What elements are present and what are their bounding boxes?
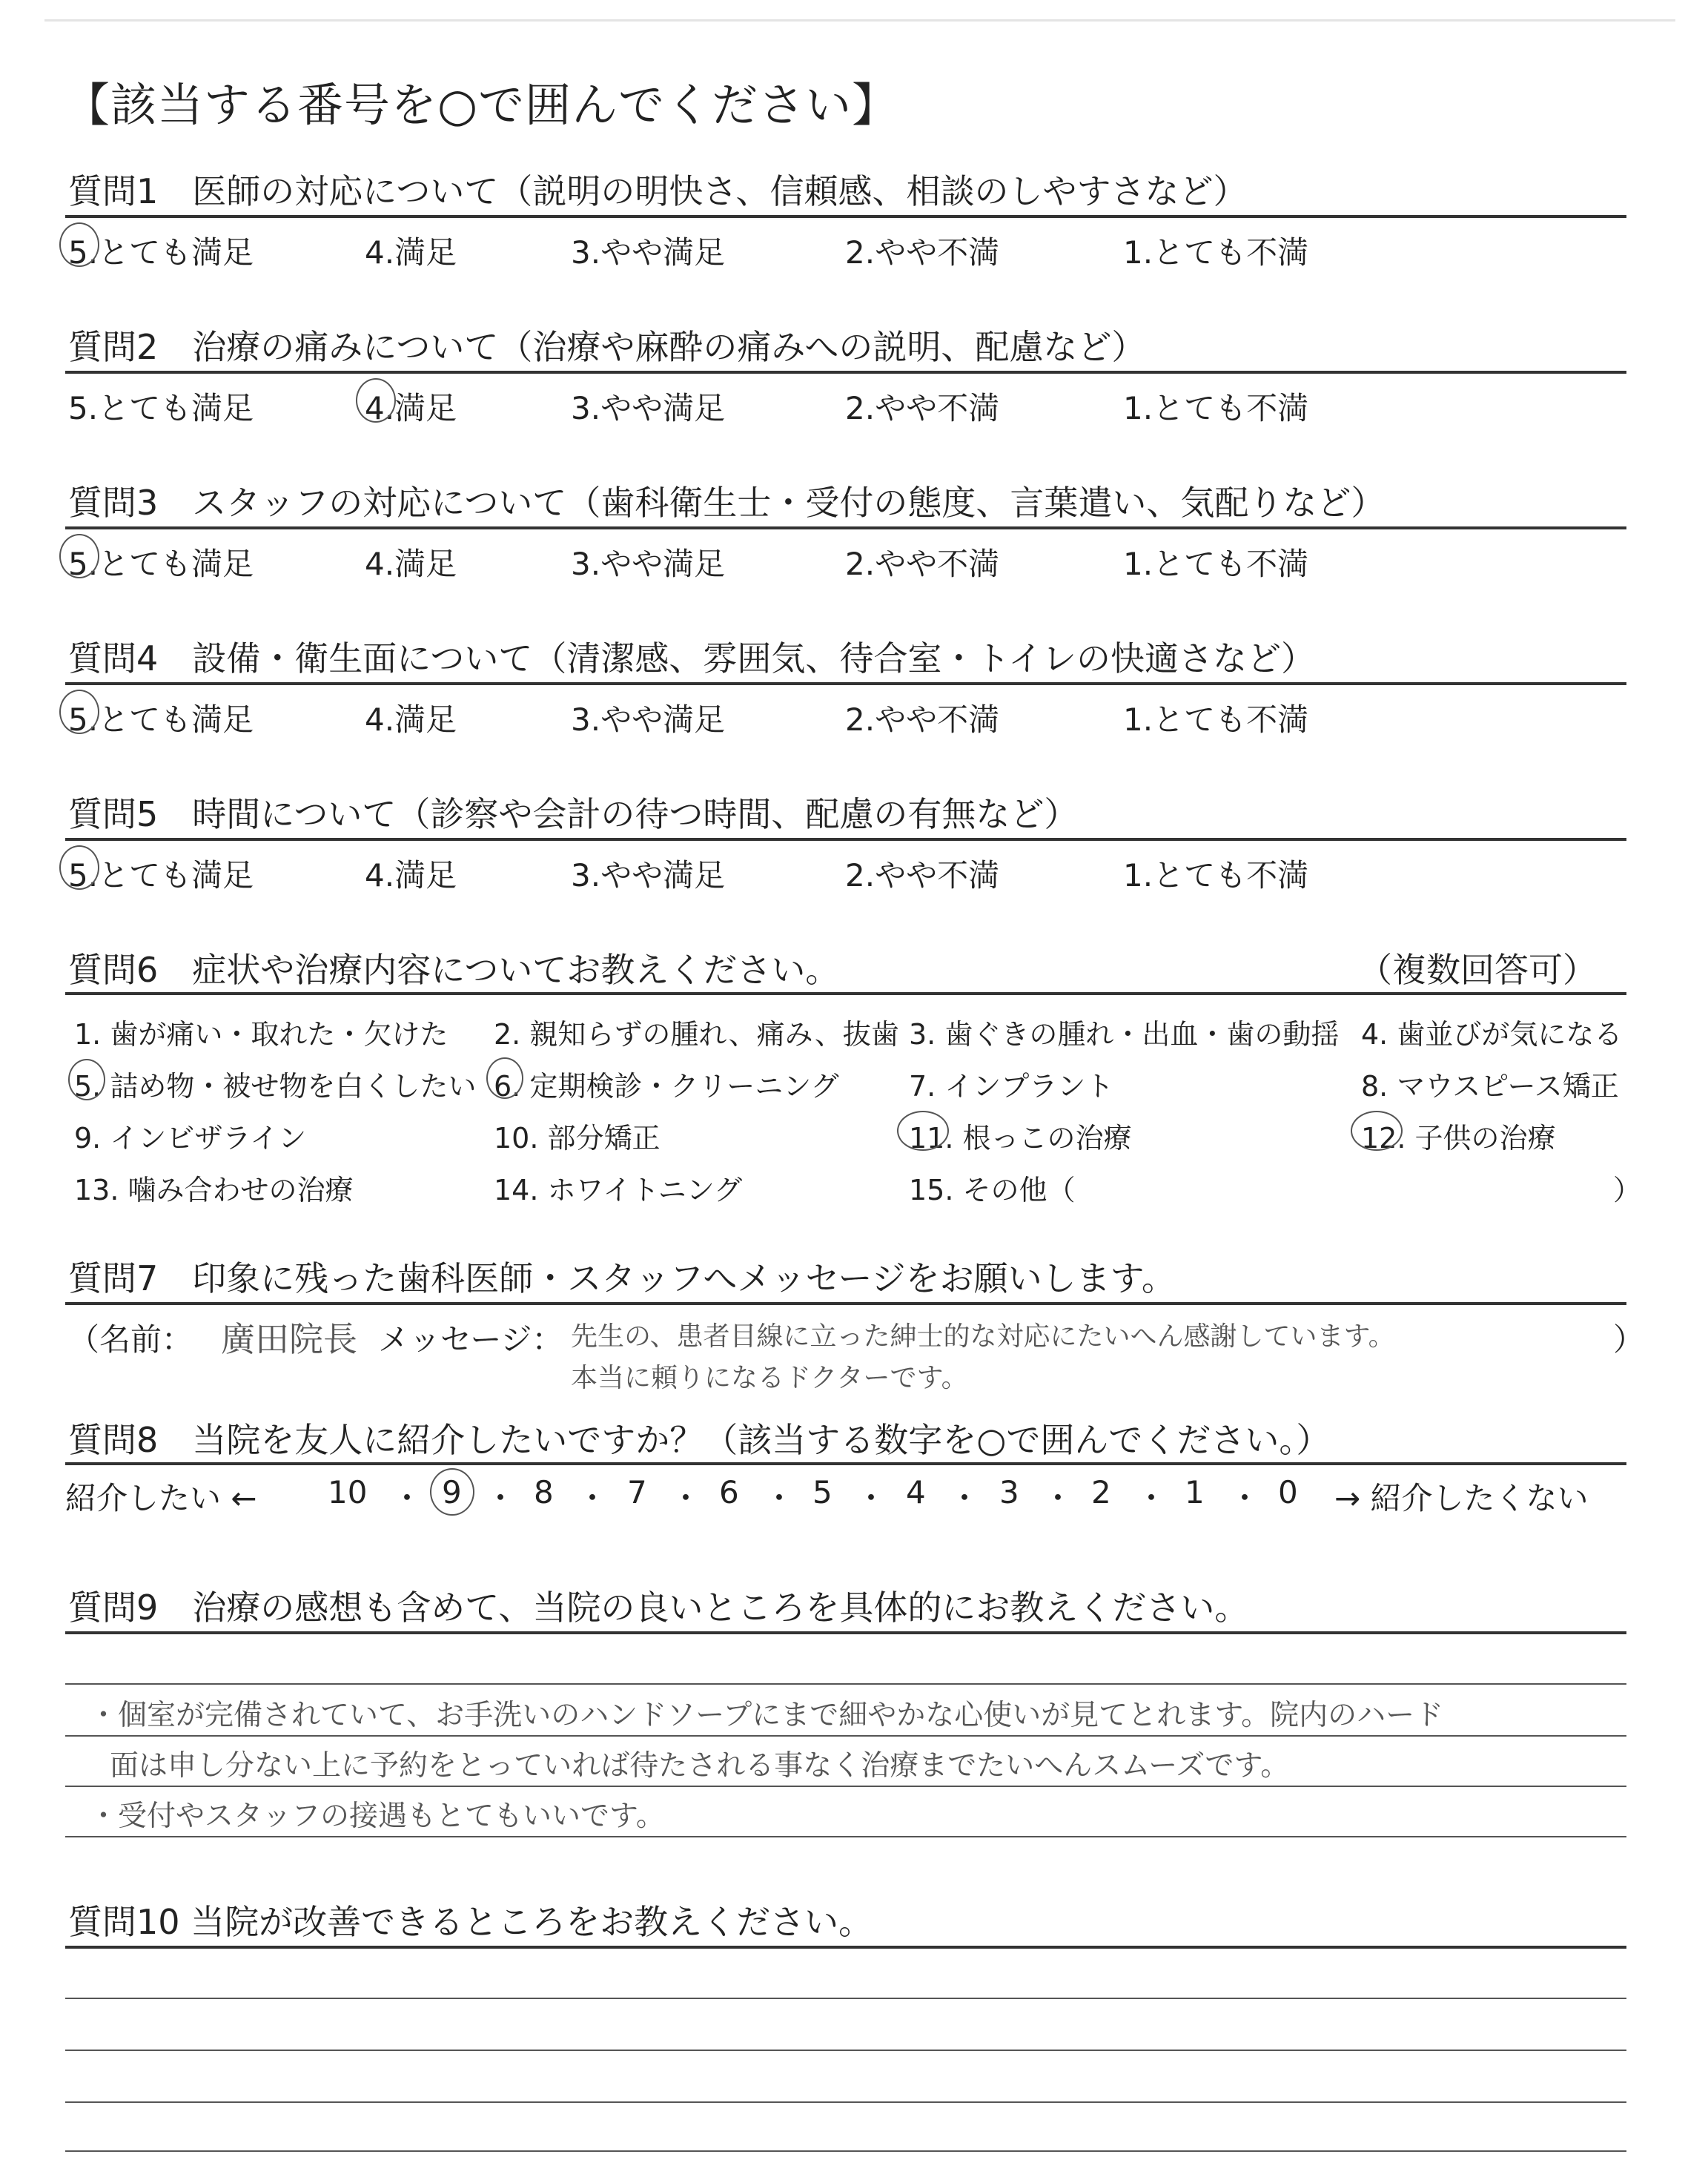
top-border	[44, 19, 1675, 22]
question-10-rule	[65, 1946, 1626, 1949]
question-5-title: 質問5 時間について（診察や会計の待つ時間、配慮の有無など）	[68, 794, 1079, 834]
question-1-title: 質問1 医師の対応について（説明の明快さ、信頼感、相談のしやすさなど）	[68, 171, 1248, 211]
q7-name-value[interactable]: 廣田院長	[221, 1319, 357, 1359]
q2-option-5[interactable]: 5.とても満足	[68, 390, 254, 426]
q8-separator: ・	[855, 1480, 887, 1516]
q1-option-5[interactable]: 5.とても満足	[68, 234, 254, 271]
q8-separator: ・	[1229, 1480, 1261, 1516]
question-8-rule	[65, 1462, 1626, 1465]
q6-option-9[interactable]: 9. インビザライン	[74, 1122, 307, 1155]
q6-option-14[interactable]: 14. ホワイトニング	[494, 1174, 743, 1206]
q8-scale-3[interactable]: 3	[999, 1474, 1019, 1510]
q6-option-15[interactable]: 15. その他（	[909, 1174, 1076, 1206]
q9-answer-line-2[interactable]: 面は申し分ない上に予約をとっていれば待たされる事なく治療までたいへんスムーズです。	[110, 1749, 1290, 1783]
q3-option-1[interactable]: 1.とても不満	[1123, 546, 1309, 582]
q6-option-3[interactable]: 3. 歯ぐきの腫れ・出血・歯の動揺	[909, 1018, 1340, 1051]
answer-line	[65, 1735, 1626, 1737]
q8-separator: ・	[577, 1480, 609, 1516]
question-2-title: 質問2 治療の痛みについて（治療や麻酔の痛みへの説明、配慮など）	[68, 327, 1146, 367]
q7-close-paren: ）	[1613, 1321, 1645, 1358]
q4-option-3[interactable]: 3.やや満足	[571, 701, 726, 738]
q1-option-1[interactable]: 1.とても不満	[1123, 234, 1309, 271]
answer-line	[65, 1683, 1626, 1685]
answer-line	[65, 2050, 1626, 2051]
q8-separator: ・	[391, 1480, 423, 1516]
question-8-title: 質問8 当院を友人に紹介したいですか？（該当する数字を○で囲んでください。）	[68, 1420, 1331, 1460]
q3-option-4[interactable]: 4.満足	[365, 546, 457, 582]
q9-answer-line-3[interactable]: ・受付やスタッフの接遇もとてもいいです。	[89, 1800, 665, 1833]
q8-right-label: → 紹介したくない	[1334, 1480, 1589, 1516]
q4-option-5[interactable]: 5.とても満足	[68, 701, 254, 738]
q5-option-1[interactable]: 1.とても不満	[1123, 857, 1309, 894]
q1-option-2[interactable]: 2.やや不満	[845, 234, 1000, 271]
q8-scale-5[interactable]: 5	[812, 1474, 833, 1510]
q3-option-2[interactable]: 2.やや不満	[845, 546, 1000, 582]
q4-option-2[interactable]: 2.やや不満	[845, 701, 1000, 738]
q8-scale-4[interactable]: 4	[906, 1474, 926, 1510]
q4-option-1[interactable]: 1.とても不満	[1123, 701, 1309, 738]
answer-line	[65, 1998, 1626, 1999]
question-3-title: 質問3 スタッフの対応について（歯科衛生士・受付の態度、言葉遣い、気配りなど）	[68, 483, 1386, 523]
q6-option-1[interactable]: 1. 歯が痛い・取れた・欠けた	[74, 1018, 448, 1051]
q8-separator: ・	[670, 1480, 702, 1516]
q8-scale-10[interactable]: 10	[328, 1474, 368, 1510]
question-6-note: （複数回答可）	[1358, 950, 1597, 990]
q8-separator: ・	[949, 1480, 981, 1516]
q9-answer-line-1[interactable]: ・個室が完備されていて、お手洗いのハンドソープにまで細やかな心使いが見てとれます。院内のハード	[89, 1699, 1444, 1732]
q6-option-7[interactable]: 7. インプラント	[909, 1070, 1114, 1103]
q8-scale-8[interactable]: 8	[534, 1474, 554, 1510]
q8-scale-6[interactable]: 6	[719, 1474, 739, 1510]
q6-option-8[interactable]: 8. マウスピース矯正	[1361, 1070, 1619, 1103]
q5-option-3[interactable]: 3.やや満足	[571, 857, 726, 894]
q6-option-13[interactable]: 13. 噛み合わせの治療	[74, 1174, 354, 1206]
q2-option-4[interactable]: 4.満足	[365, 390, 457, 426]
q8-separator: ・	[1042, 1480, 1074, 1516]
question-7-title: 質問7 印象に残った歯科医師・スタッフへメッセージをお願いします。	[68, 1258, 1176, 1298]
q3-option-3[interactable]: 3.やや満足	[571, 546, 726, 582]
question-1-rule	[65, 215, 1626, 218]
q8-scale-2[interactable]: 2	[1091, 1474, 1111, 1510]
q1-option-3[interactable]: 3.やや満足	[571, 234, 726, 271]
q1-option-4[interactable]: 4.満足	[365, 234, 457, 271]
q6-option-12[interactable]: 12. 子供の治療	[1361, 1122, 1556, 1155]
q7-message-label: メッセージ：	[378, 1321, 563, 1358]
q8-scale-1[interactable]: 1	[1185, 1474, 1205, 1510]
answer-line	[65, 1786, 1626, 1787]
answer-line	[65, 1836, 1626, 1837]
q6-option-5[interactable]: 5. 詰め物・被せ物を白くしたい	[74, 1070, 477, 1103]
question-6-rule	[65, 992, 1626, 995]
q7-name-label: （名前：	[68, 1321, 193, 1358]
q5-option-2[interactable]: 2.やや不満	[845, 857, 1000, 894]
q3-option-5[interactable]: 5.とても満足	[68, 546, 254, 582]
q8-scale-0[interactable]: 0	[1278, 1474, 1298, 1510]
question-4-title: 質問4 設備・衛生面について（清潔感、雰囲気、待合室・トイレの快適さなど）	[68, 638, 1316, 678]
q7-message-line-1[interactable]: 先生の、患者目線に立った紳士的な対応にたいへん感謝しています。	[571, 1321, 1395, 1352]
q5-option-4[interactable]: 4.満足	[365, 857, 457, 894]
answer-line	[65, 2150, 1626, 2152]
question-10-title: 質問10 当院が改善できるところをお教えください。	[68, 1902, 873, 1942]
q2-option-3[interactable]: 3.やや満足	[571, 390, 726, 426]
q4-option-4[interactable]: 4.満足	[365, 701, 457, 738]
q8-separator: ・	[764, 1480, 795, 1516]
q6-option-2[interactable]: 2. 親知らずの腫れ、痛み、抜歯	[494, 1018, 899, 1051]
question-6-title: 質問6 症状や治療内容についてお教えください。	[68, 950, 840, 990]
q8-scale-7[interactable]: 7	[627, 1474, 647, 1510]
q6-option-10[interactable]: 10. 部分矯正	[494, 1122, 661, 1155]
instruction-header: 【該当する番号を○で囲んでください】	[64, 78, 899, 132]
q7-message-line-2[interactable]: 本当に頼りになるドクターです。	[571, 1363, 968, 1393]
q6-option-6[interactable]: 6. 定期検診・クリーニング	[494, 1070, 839, 1103]
q6-option-4[interactable]: 4. 歯並びが気になる	[1361, 1018, 1623, 1051]
q2-option-2[interactable]: 2.やや不満	[845, 390, 1000, 426]
q8-separator: ・	[485, 1480, 517, 1516]
question-4-rule	[65, 682, 1626, 685]
q6-option-11[interactable]: 11. 根っこの治療	[909, 1122, 1132, 1155]
question-7-rule	[65, 1302, 1626, 1305]
q8-left-label: 紹介したい ←	[65, 1480, 257, 1516]
q8-separator: ・	[1136, 1480, 1168, 1516]
q6-option-15-close: ）	[1613, 1174, 1642, 1206]
question-9-title: 質問9 治療の感想も含めて、当院の良いところを具体的にお教えください。	[68, 1588, 1249, 1628]
q8-scale-9[interactable]: 9	[442, 1474, 462, 1510]
question-9-rule	[65, 1631, 1626, 1634]
question-5-rule	[65, 838, 1626, 841]
q5-option-5[interactable]: 5.とても満足	[68, 857, 254, 894]
question-3-rule	[65, 526, 1626, 529]
answer-line	[65, 2101, 1626, 2103]
q2-option-1[interactable]: 1.とても不満	[1123, 390, 1309, 426]
question-2-rule	[65, 371, 1626, 374]
